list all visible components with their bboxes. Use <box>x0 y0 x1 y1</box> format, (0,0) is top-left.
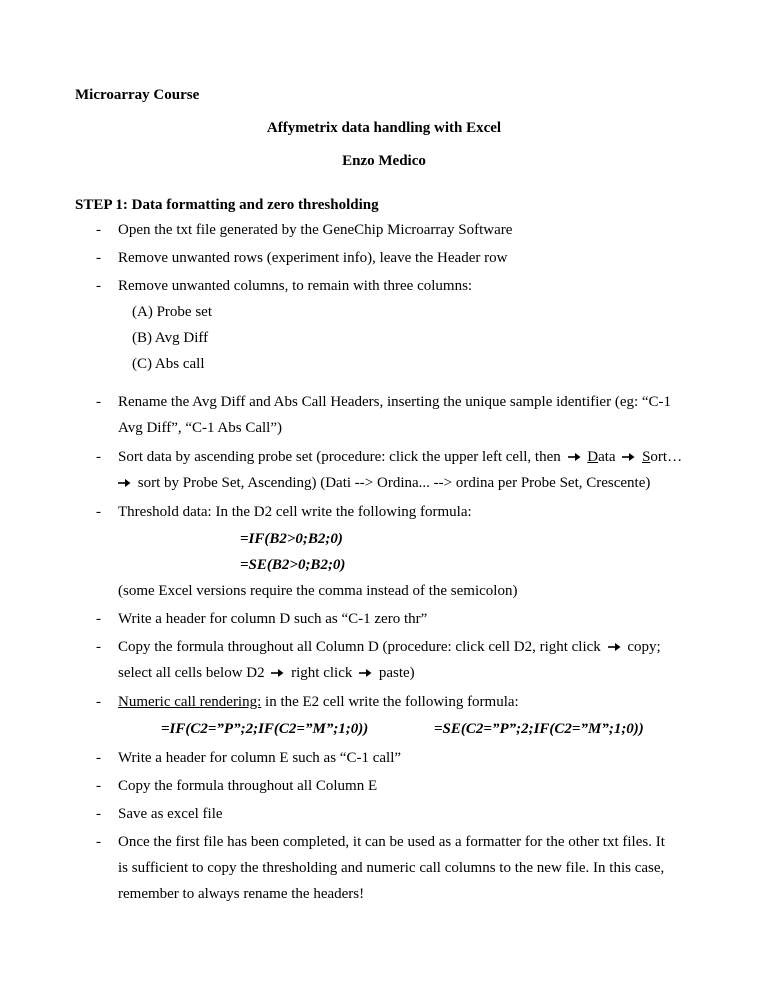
bullet-dash: - <box>96 834 101 850</box>
sort-instructions-cont: sort by Probe Set, Ascending) (Dati --> Ordina... --> ordina per Probe Set, Crescente) <box>137 475 651 491</box>
step-item-threshold: Threshold data: In the D2 cell write the following formula: <box>118 504 472 520</box>
step-item-formatter: Once the first file has been completed, it can be used as a formatter for the other txt files. It <box>118 834 665 850</box>
step-item-open-file: Open the txt file generated by the GeneChip Microarray Software <box>118 222 513 238</box>
step-item-header-d: Write a header for column D such as “C-1 zero thr” <box>118 611 428 627</box>
sort-instructions-text: Sort data by ascending probe set (procedure: click the upper left cell, then <box>118 449 561 465</box>
bullet-dash: - <box>96 750 101 766</box>
menu-data-label: ata <box>598 449 616 465</box>
arrow-right-icon <box>568 452 581 462</box>
document-title: Affymetrix data handling with Excel <box>266 120 502 136</box>
bullet-dash: - <box>96 449 101 465</box>
step-item-remove-rows: Remove unwanted rows (experiment info), leave the Header row <box>118 250 508 266</box>
column-b-label: (B) Avg Diff <box>132 330 209 346</box>
menu-sort-mnemonic: S <box>642 449 651 465</box>
step-item-rename-headers: Rename the Avg Diff and Abs Call Headers, inserting the unique sample identifier (eg: “C-1 <box>118 394 672 410</box>
copy-d-text-end: copy; <box>627 639 661 655</box>
bullet-dash: - <box>96 250 101 266</box>
copy-d-text: Copy the formula throughout all Column D (procedure: click cell D2, right click <box>118 639 601 655</box>
bullet-dash: - <box>96 694 101 710</box>
arrow-right-icon <box>359 668 372 678</box>
step-item-formatter-end: remember to always rename the headers! <box>118 886 365 902</box>
step-item-copy-d-cont <box>118 664 415 683</box>
step-item-sort-data <box>118 448 682 467</box>
bullet-dash: - <box>96 222 101 238</box>
step-item-copy-d <box>118 638 661 657</box>
arrow-right-icon <box>622 452 635 462</box>
step-item-save: Save as excel file <box>118 806 223 822</box>
formula-se-call: =SE(C2=”P”;2;IF(C2=”M”;1;0)) <box>434 721 644 737</box>
bullet-dash: - <box>96 504 101 520</box>
paste-text: paste) <box>378 665 415 681</box>
bullet-dash: - <box>96 639 101 655</box>
author-name: Enzo Medico <box>342 153 426 169</box>
bullet-dash: - <box>96 394 101 410</box>
numeric-call-label: Numeric call rendering: <box>118 694 262 710</box>
arrow-right-icon <box>118 478 131 488</box>
arrow-right-icon <box>271 668 284 678</box>
step-item-rename-headers-cont: Avg Diff”, “C-1 Abs Call”) <box>118 420 282 436</box>
step-item-formatter-cont: is sufficient to copy the thresholding and numeric call columns to the new file. In this case, <box>118 860 665 876</box>
column-a-label: (A) Probe set <box>132 304 212 320</box>
bullet-dash: - <box>96 806 101 822</box>
note-comma-semicolon: (some Excel versions require the comma instead of the semicolon) <box>118 583 518 599</box>
formula-if-call: =IF(C2=”P”;2;IF(C2=”M”;1;0)) <box>161 721 369 737</box>
bullet-dash: - <box>96 611 101 627</box>
bullet-dash: - <box>96 278 101 294</box>
step1-heading: STEP 1: Data formatting and zero thresholding <box>75 197 379 213</box>
right-click-text: right click <box>291 665 353 681</box>
column-c-label: (C) Abs call <box>132 356 205 372</box>
step-item-remove-columns: Remove unwanted columns, to remain with three columns: <box>118 278 473 294</box>
menu-data-mnemonic: D <box>587 449 599 465</box>
step-item-numeric-call <box>118 693 519 712</box>
course-title: Microarray Course <box>75 87 200 103</box>
menu-sort-label: ort… <box>650 449 683 465</box>
select-cells-text: select all cells below D2 <box>118 665 265 681</box>
formula-se-threshold: =SE(B2>0;B2;0) <box>240 557 346 573</box>
step-item-copy-e: Copy the formula throughout all Column E <box>118 778 378 794</box>
numeric-call-text: in the E2 cell write the following formula: <box>261 694 519 710</box>
formula-if-threshold: =IF(B2>0;B2;0) <box>240 531 343 547</box>
bullet-dash: - <box>96 778 101 794</box>
step-item-sort-data-cont <box>118 474 650 493</box>
arrow-right-icon <box>608 642 621 652</box>
step-item-header-e: Write a header for column E such as “C-1 call” <box>118 750 402 766</box>
